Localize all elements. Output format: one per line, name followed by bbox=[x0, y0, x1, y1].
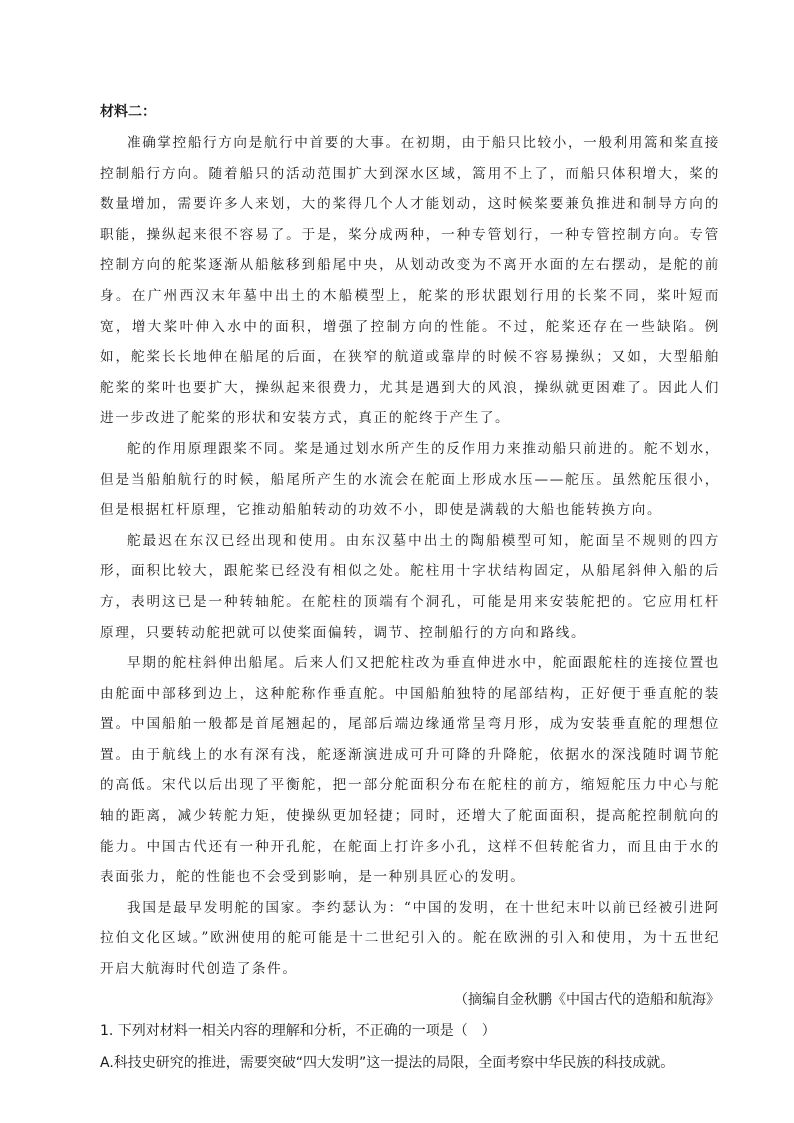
question-1-stem: 1. 下列对材料一相关内容的理解和分析，不正确的一项是（ ） bbox=[100, 1022, 496, 1039]
paragraph-4: 早期的舵柱斜伸出船尾。后来人们又把舵柱改为垂直伸进水中，舵面跟舵柱的连接位置也由舵面中部移到边上，这种舵称作垂直舵。中国船舶独特的尾部结构，正好便于垂直舵的装置。中国船舶一般都是首尾翘起的，尾部后端边缘通常呈弯月形，成为安装垂直舵的理想位置。由于航线上的水有深有浅，舵逐渐演进成可升可降的升降舵，依据水的深浅随时调节舵的高低。宋代以后出现了平衡舵，把一部分舵面积分布在舵柱的前方，缩短舵压力中心与舵轴的距离，减少转舵力矩，使操纵更加轻捷；同时，还增大了舵面面积，提高舵控制航向的能力。中国古代还有一种开孔舵，在舵面上打许多小孔，这样不但转舵省力，而且由于水的表面张力，舵的性能也不会受到影响，是一种别具匠心的发明。 bbox=[100, 655, 720, 886]
source-citation: （摘编自金秋鹏《中国古代的造船和航海》 bbox=[454, 991, 720, 1008]
paragraph-3: 舵最迟在东汉已经出现和使用。由东汉墓中出土的陶船模型可知，舵面呈不规则的四方形，面积比较大，跟舵桨已经没有相似之处。舵柱用十字状结构固定，从船尾斜伸入船的后方，表明这已是一种转轴舵。在舵柱的顶端有个洞孔，可能是用来安装舵把的。它应用杠杆原理，只要转动舵把就可以使桨面偏转，调节、控制船行的方向和路线。 bbox=[100, 532, 720, 641]
document-page bbox=[100, 98, 720, 1079]
material-heading: 材料二： bbox=[100, 104, 156, 120]
paragraph-1: 准确掌控船行方向是航行中首要的大事。在初期，由于船只比较小，一般利用篙和桨直接控制船行方向。随着船只的活动范围扩大到深水区域，篙用不上了，而船只体积增大，桨的数量增加，需要许多人来划，大的桨得几个人才能划动，这时候桨要兼负推进和制导方向的职能，操纵起来很不容易了。于是，桨分成两种，一种专管划行，一种专管控制方向。专管控制方向的舵桨逐渐从船舷移到船尾中央，从划动改变为不离开水面的左右摆动，是舵的前身。在广州西汉末年墓中出土的木船模型上，舵桨的形状跟划行用的长桨不同，桨叶短而宽，增大桨叶伸入水中的面积，增强了控制方向的性能。不过，舵桨还存在一些缺陷。例如，舵桨长长地伸在船尾的后面，在狭窄的航道或靠岸的时候不容易操纵；又如，大型船舶舵桨的桨叶也要扩大，操纵起来很费力，尤其是遇到大的风浪，操纵就更困难了。因此人们进一步改进了舵桨的形状和安装方式，真正的舵终于产生了。 bbox=[100, 135, 720, 427]
question-1-option-a: A.科技史研究的推进，需要突破“四大发明”这一提法的局限，全面考察中华民族的科技成就。 bbox=[100, 1054, 675, 1071]
paragraph-2: 舵的作用原理跟桨不同。桨是通过划水所产生的反作用力来推动船只前进的。舵不划水，但是当船舶航行的时候，船尾所产生的水流会在舵面上形成水压——舵压。虽然舵压很小，但是根据杠杆原理，它推动船舶转动的功效不小，即使是满载的大船也能转换方向。 bbox=[100, 440, 720, 519]
paragraph-5: 我国是最早发明舵的国家。李约瑟认为：“中国的发明，在十世纪末叶以前已经被引进阿拉伯文化区域。”欧洲使用的舵可能是十二世纪引入的。舵在欧洲的引入和使用，为十五世纪开启大航海时代创造了条件。 bbox=[100, 899, 720, 978]
